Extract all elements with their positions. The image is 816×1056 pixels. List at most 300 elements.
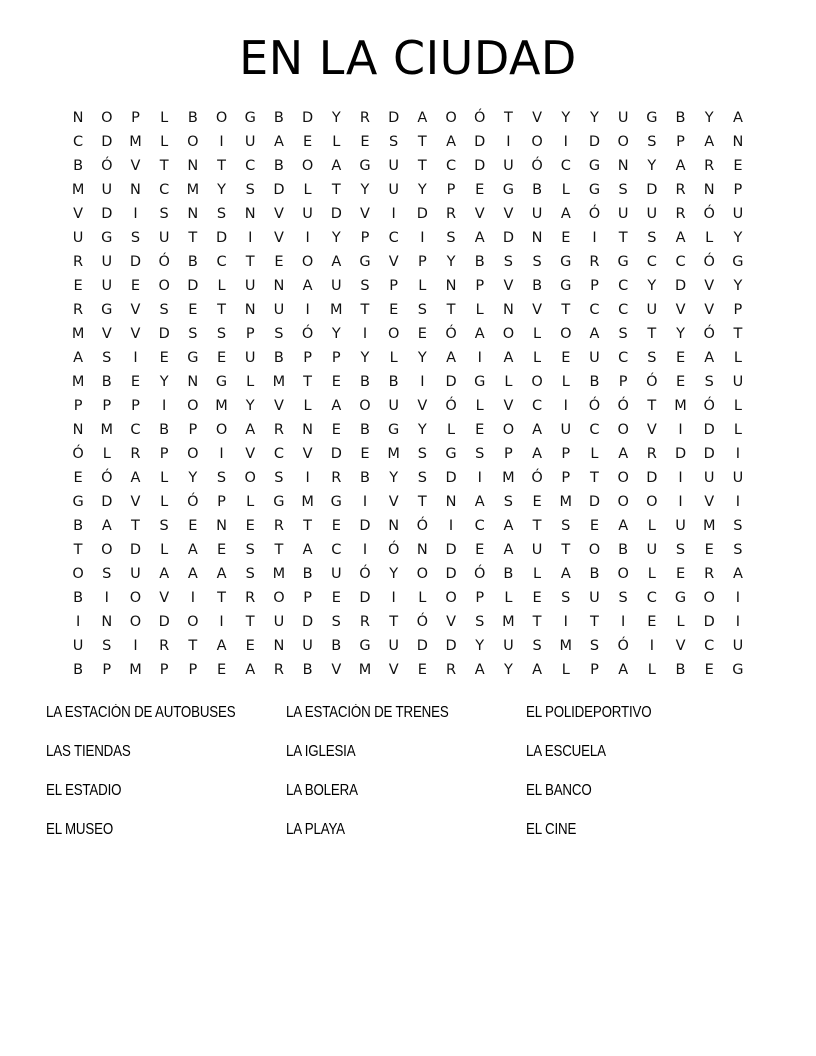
puzzle-cell[interactable]: B (359, 421, 370, 438)
puzzle-cell[interactable]: D (588, 493, 601, 510)
puzzle-cell[interactable]: I (506, 133, 511, 150)
puzzle-cell[interactable]: D (703, 613, 715, 630)
puzzle-cell[interactable]: L (533, 325, 542, 342)
puzzle-cell[interactable]: U (273, 613, 285, 630)
puzzle-cell[interactable]: O (129, 613, 142, 630)
puzzle-cell[interactable]: S (532, 637, 542, 654)
puzzle-cell[interactable]: N (187, 157, 199, 174)
puzzle-cell[interactable]: D (302, 613, 314, 630)
puzzle-cell[interactable]: I (735, 493, 741, 510)
puzzle-cell[interactable]: A (331, 157, 342, 174)
puzzle-cell[interactable]: D (445, 469, 457, 486)
puzzle-cell[interactable]: Y (647, 157, 657, 174)
puzzle-cell[interactable]: G (617, 253, 629, 270)
puzzle-cell[interactable]: V (532, 109, 543, 126)
word-list-item[interactable]: EL ESTADIO (46, 781, 122, 799)
puzzle-cell[interactable]: O (72, 565, 84, 582)
puzzle-cell[interactable]: V (245, 445, 256, 462)
word-list-item[interactable]: EL BANCO (526, 781, 592, 799)
puzzle-cell[interactable]: Ó (359, 565, 371, 582)
puzzle-cell[interactable]: Ó (474, 565, 486, 582)
puzzle-cell[interactable]: C (273, 445, 284, 462)
puzzle-cell[interactable]: B (589, 373, 600, 390)
puzzle-cell[interactable]: D (445, 541, 457, 558)
puzzle-cell[interactable]: S (647, 229, 657, 246)
puzzle-cell[interactable]: I (448, 517, 454, 534)
puzzle-cell[interactable]: N (302, 421, 314, 438)
puzzle-cell[interactable]: E (417, 325, 427, 342)
puzzle-cell[interactable]: I (477, 349, 482, 366)
puzzle-cell[interactable]: S (245, 541, 255, 558)
puzzle-cell[interactable]: L (504, 373, 513, 390)
puzzle-cell[interactable]: V (273, 397, 284, 414)
puzzle-cell[interactable]: B (532, 181, 543, 198)
puzzle-cell[interactable]: L (647, 517, 656, 534)
puzzle-cell[interactable]: P (188, 661, 198, 678)
puzzle-cell[interactable]: U (130, 565, 141, 582)
puzzle-cell[interactable]: Ó (158, 253, 170, 270)
puzzle-cell[interactable]: U (101, 253, 113, 270)
puzzle-cell[interactable]: A (187, 541, 198, 558)
puzzle-cell[interactable]: M (559, 493, 573, 510)
puzzle-cell[interactable]: T (274, 541, 284, 558)
puzzle-cell[interactable]: B (273, 157, 284, 174)
puzzle-cell[interactable]: E (417, 661, 427, 678)
puzzle-cell[interactable]: E (130, 277, 141, 294)
puzzle-cell[interactable]: I (219, 133, 224, 150)
puzzle-cell[interactable]: U (273, 301, 285, 318)
puzzle-cell[interactable]: B (187, 253, 198, 270)
puzzle-cell[interactable]: C (646, 589, 657, 606)
puzzle-cell[interactable]: U (244, 133, 256, 150)
puzzle-cell[interactable]: C (618, 301, 629, 318)
puzzle-cell[interactable]: E (303, 133, 313, 150)
puzzle-cell[interactable]: I (563, 133, 568, 150)
puzzle-cell[interactable]: E (216, 661, 227, 678)
puzzle-cell[interactable]: G (359, 157, 371, 174)
puzzle-cell[interactable]: Y (417, 349, 427, 366)
puzzle-cell[interactable]: Y (446, 253, 456, 270)
puzzle-cell[interactable]: N (130, 181, 141, 198)
puzzle-cell[interactable]: U (388, 397, 399, 414)
puzzle-cell[interactable]: V (704, 493, 715, 510)
puzzle-cell[interactable]: D (588, 133, 601, 150)
puzzle-cell[interactable]: S (245, 181, 255, 198)
puzzle-cell[interactable]: D (101, 133, 113, 150)
puzzle-cell[interactable]: P (331, 349, 341, 366)
puzzle-cell[interactable]: P (733, 301, 743, 318)
puzzle-cell[interactable]: L (504, 589, 513, 606)
puzzle-cell[interactable]: T (389, 613, 399, 630)
puzzle-cell[interactable]: U (330, 565, 342, 582)
puzzle-cell[interactable]: U (101, 277, 113, 294)
puzzle-cell[interactable]: E (675, 373, 686, 390)
puzzle-cell[interactable]: P (73, 397, 83, 414)
puzzle-cell[interactable]: D (101, 493, 113, 510)
puzzle-cell[interactable]: R (73, 301, 84, 318)
puzzle-cell[interactable]: I (735, 589, 741, 606)
puzzle-cell[interactable]: D (388, 109, 400, 126)
puzzle-cell[interactable]: N (101, 613, 113, 630)
puzzle-cell[interactable]: G (588, 181, 601, 198)
puzzle-cell[interactable]: B (359, 373, 370, 390)
puzzle-cell[interactable]: S (647, 133, 657, 150)
puzzle-cell[interactable]: Ó (531, 157, 543, 174)
puzzle-cell[interactable]: R (704, 157, 715, 174)
puzzle-cell[interactable]: G (646, 109, 658, 126)
puzzle-cell[interactable]: Ó (387, 541, 400, 558)
puzzle-cell[interactable]: Ó (703, 205, 715, 222)
puzzle-cell[interactable]: S (188, 325, 198, 342)
puzzle-cell[interactable]: B (388, 373, 399, 390)
puzzle-cell[interactable]: T (618, 229, 628, 246)
puzzle-cell[interactable]: T (532, 613, 542, 630)
puzzle-cell[interactable]: P (131, 397, 140, 414)
puzzle-cell[interactable]: R (445, 661, 457, 678)
puzzle-cell[interactable]: B (589, 565, 600, 582)
puzzle-cell[interactable]: U (646, 541, 658, 558)
puzzle-cell[interactable]: M (674, 397, 687, 414)
puzzle-cell[interactable]: U (646, 301, 658, 318)
puzzle-cell[interactable]: E (245, 637, 255, 654)
puzzle-cell[interactable]: E (130, 373, 141, 390)
puzzle-cell[interactable]: A (474, 325, 485, 342)
puzzle-cell[interactable]: D (158, 613, 170, 630)
puzzle-cell[interactable]: E (274, 253, 284, 270)
puzzle-cell[interactable]: B (273, 109, 284, 126)
puzzle-cell[interactable]: L (160, 541, 169, 558)
puzzle-cell[interactable]: M (71, 325, 85, 342)
puzzle-cell[interactable]: L (160, 133, 169, 150)
puzzle-cell[interactable]: A (704, 133, 715, 150)
puzzle-cell[interactable]: C (245, 157, 256, 174)
puzzle-cell[interactable]: E (704, 541, 714, 558)
puzzle-cell[interactable]: B (532, 277, 543, 294)
puzzle-cell[interactable]: V (130, 301, 141, 318)
puzzle-cell[interactable]: P (102, 661, 112, 678)
puzzle-cell[interactable]: M (502, 613, 515, 630)
puzzle-cell[interactable]: O (703, 589, 715, 606)
puzzle-cell[interactable]: B (187, 109, 198, 126)
puzzle-cell[interactable]: C (704, 637, 715, 654)
puzzle-cell[interactable]: C (216, 253, 227, 270)
word-list-item[interactable]: EL CINE (526, 820, 577, 838)
puzzle-cell[interactable]: D (474, 133, 486, 150)
puzzle-cell[interactable]: U (72, 637, 84, 654)
puzzle-cell[interactable]: D (674, 445, 687, 462)
puzzle-cell[interactable]: O (187, 133, 199, 150)
puzzle-cell[interactable]: A (159, 565, 170, 582)
puzzle-cell[interactable]: L (217, 277, 226, 294)
puzzle-cell[interactable]: U (101, 181, 113, 198)
puzzle-cell[interactable]: S (647, 349, 657, 366)
puzzle-cell[interactable]: V (331, 661, 342, 678)
puzzle-cell[interactable]: V (503, 397, 514, 414)
puzzle-cell[interactable]: A (503, 349, 514, 366)
puzzle-cell[interactable]: I (219, 445, 224, 462)
puzzle-cell[interactable]: G (560, 277, 572, 294)
puzzle-cell[interactable]: S (618, 325, 628, 342)
puzzle-cell[interactable]: T (303, 373, 313, 390)
puzzle-cell[interactable]: A (273, 133, 284, 150)
puzzle-cell[interactable]: T (503, 109, 513, 126)
puzzle-cell[interactable]: E (331, 517, 341, 534)
puzzle-cell[interactable]: P (303, 589, 312, 606)
puzzle-cell[interactable]: M (71, 181, 85, 198)
puzzle-cell[interactable]: U (244, 277, 256, 294)
puzzle-cell[interactable]: G (388, 421, 400, 438)
puzzle-cell[interactable]: U (503, 637, 514, 654)
puzzle-cell[interactable]: I (362, 325, 368, 342)
puzzle-cell[interactable]: S (102, 349, 112, 366)
puzzle-cell[interactable]: A (560, 565, 571, 582)
puzzle-cell[interactable]: E (159, 349, 169, 366)
puzzle-cell[interactable]: U (158, 229, 170, 246)
puzzle-cell[interactable]: C (618, 277, 629, 294)
puzzle-cell[interactable]: Ó (617, 397, 629, 414)
puzzle-cell[interactable]: T (360, 301, 370, 318)
puzzle-cell[interactable]: D (273, 181, 285, 198)
puzzle-cell[interactable]: U (589, 589, 600, 606)
puzzle-cell[interactable]: T (245, 613, 255, 630)
puzzle-cell[interactable]: S (446, 229, 456, 246)
puzzle-cell[interactable]: P (389, 277, 399, 294)
puzzle-cell[interactable]: L (160, 469, 169, 486)
puzzle-cell[interactable]: N (732, 133, 744, 150)
puzzle-cell[interactable]: S (130, 229, 141, 246)
puzzle-cell[interactable]: E (704, 661, 714, 678)
puzzle-cell[interactable]: E (331, 421, 341, 438)
puzzle-grid[interactable] (64, 106, 753, 682)
puzzle-cell[interactable]: Y (733, 277, 743, 294)
puzzle-cell[interactable]: Y (503, 661, 513, 678)
puzzle-cell[interactable]: I (621, 613, 626, 630)
puzzle-cell[interactable]: O (531, 373, 543, 390)
puzzle-cell[interactable]: C (532, 397, 543, 414)
puzzle-cell[interactable]: P (561, 469, 571, 486)
puzzle-cell[interactable]: E (389, 301, 399, 318)
puzzle-cell[interactable]: S (475, 445, 485, 462)
puzzle-cell[interactable]: A (532, 445, 543, 462)
puzzle-cell[interactable]: O (215, 421, 228, 438)
puzzle-cell[interactable]: I (75, 613, 81, 630)
puzzle-cell[interactable]: D (445, 565, 457, 582)
puzzle-cell[interactable]: Ó (703, 397, 715, 414)
puzzle-cell[interactable]: L (418, 277, 427, 294)
puzzle-cell[interactable]: O (101, 109, 113, 126)
puzzle-cell[interactable]: A (503, 541, 514, 558)
puzzle-cell[interactable]: R (445, 205, 457, 222)
puzzle-cell[interactable]: P (131, 109, 140, 126)
puzzle-cell[interactable]: O (502, 325, 515, 342)
puzzle-cell[interactable]: O (646, 493, 658, 510)
puzzle-cell[interactable]: D (416, 637, 428, 654)
puzzle-cell[interactable]: I (735, 613, 741, 630)
puzzle-cell[interactable]: V (360, 205, 370, 222)
puzzle-cell[interactable]: A (474, 229, 485, 246)
puzzle-cell[interactable]: C (388, 229, 399, 246)
puzzle-cell[interactable]: V (273, 205, 284, 222)
puzzle-cell[interactable]: E (360, 445, 370, 462)
puzzle-cell[interactable]: U (531, 205, 543, 222)
puzzle-cell[interactable]: G (359, 253, 371, 270)
puzzle-cell[interactable]: N (388, 517, 400, 534)
puzzle-cell[interactable]: Y (360, 181, 370, 198)
puzzle-cell[interactable]: P (217, 493, 226, 510)
puzzle-cell[interactable]: O (101, 541, 113, 558)
puzzle-cell[interactable]: Y (417, 181, 427, 198)
puzzle-cell[interactable]: U (732, 469, 744, 486)
puzzle-cell[interactable]: I (477, 469, 482, 486)
puzzle-cell[interactable]: V (417, 397, 428, 414)
puzzle-cell[interactable]: D (359, 517, 371, 534)
puzzle-cell[interactable]: A (446, 133, 456, 150)
puzzle-cell[interactable]: U (388, 637, 399, 654)
puzzle-cell[interactable]: N (445, 493, 457, 510)
puzzle-cell[interactable]: B (73, 589, 84, 606)
puzzle-cell[interactable]: I (133, 349, 138, 366)
puzzle-cell[interactable]: I (133, 637, 138, 654)
puzzle-cell[interactable]: O (588, 541, 601, 558)
puzzle-cell[interactable]: T (446, 301, 456, 318)
puzzle-cell[interactable]: U (302, 205, 313, 222)
puzzle-cell[interactable]: A (187, 565, 198, 582)
puzzle-cell[interactable]: S (417, 469, 427, 486)
puzzle-cell[interactable]: A (446, 349, 456, 366)
puzzle-cell[interactable]: C (73, 133, 84, 150)
puzzle-cell[interactable]: N (531, 229, 543, 246)
puzzle-cell[interactable]: I (420, 229, 425, 246)
puzzle-cell[interactable]: M (702, 517, 716, 534)
puzzle-cell[interactable]: R (159, 637, 170, 654)
puzzle-cell[interactable]: P (475, 277, 485, 294)
puzzle-cell[interactable]: G (101, 301, 113, 318)
puzzle-cell[interactable]: G (588, 157, 601, 174)
puzzle-cell[interactable]: M (129, 661, 142, 678)
puzzle-cell[interactable]: P (561, 445, 571, 462)
puzzle-cell[interactable]: B (73, 157, 84, 174)
puzzle-cell[interactable]: L (647, 661, 656, 678)
puzzle-cell[interactable]: V (130, 493, 141, 510)
puzzle-cell[interactable]: U (72, 229, 84, 246)
puzzle-cell[interactable]: N (502, 301, 514, 318)
puzzle-cell[interactable]: N (273, 637, 285, 654)
puzzle-cell[interactable]: P (245, 325, 255, 342)
puzzle-cell[interactable]: N (273, 277, 285, 294)
puzzle-cell[interactable]: E (331, 373, 341, 390)
puzzle-cell[interactable]: S (159, 301, 169, 318)
puzzle-cell[interactable]: T (532, 517, 542, 534)
puzzle-cell[interactable]: Y (704, 109, 714, 126)
puzzle-cell[interactable]: R (675, 181, 686, 198)
puzzle-cell[interactable]: Ó (416, 517, 429, 534)
puzzle-cell[interactable]: U (560, 421, 572, 438)
puzzle-cell[interactable]: O (187, 445, 199, 462)
puzzle-cell[interactable]: T (73, 541, 83, 558)
puzzle-cell[interactable]: T (245, 253, 255, 270)
puzzle-cell[interactable]: E (216, 349, 227, 366)
puzzle-cell[interactable]: P (360, 229, 370, 246)
puzzle-cell[interactable]: U (330, 277, 342, 294)
puzzle-cell[interactable]: L (705, 229, 714, 246)
puzzle-cell[interactable]: G (502, 181, 515, 198)
puzzle-cell[interactable]: S (159, 517, 169, 534)
puzzle-cell[interactable]: Ó (646, 373, 658, 390)
puzzle-cell[interactable]: U (531, 541, 543, 558)
puzzle-cell[interactable]: M (272, 373, 286, 390)
puzzle-cell[interactable]: V (130, 157, 141, 174)
puzzle-cell[interactable]: S (245, 565, 255, 582)
puzzle-cell[interactable]: R (359, 109, 370, 126)
puzzle-cell[interactable]: R (245, 589, 256, 606)
puzzle-cell[interactable]: S (216, 469, 227, 486)
puzzle-cell[interactable]: L (332, 133, 341, 150)
puzzle-cell[interactable]: T (159, 157, 169, 174)
puzzle-cell[interactable]: T (188, 637, 198, 654)
puzzle-cell[interactable]: D (703, 421, 715, 438)
puzzle-cell[interactable]: V (704, 277, 715, 294)
puzzle-cell[interactable]: Ó (416, 613, 429, 630)
puzzle-cell[interactable]: S (561, 589, 571, 606)
puzzle-cell[interactable]: D (416, 205, 428, 222)
puzzle-cell[interactable]: P (188, 421, 198, 438)
puzzle-cell[interactable]: A (474, 661, 485, 678)
puzzle-cell[interactable]: A (302, 541, 313, 558)
puzzle-cell[interactable]: P (417, 253, 427, 270)
puzzle-cell[interactable]: Y (331, 109, 341, 126)
puzzle-cell[interactable]: T (217, 157, 226, 174)
puzzle-cell[interactable]: B (503, 565, 514, 582)
puzzle-cell[interactable]: U (617, 109, 629, 126)
puzzle-cell[interactable]: L (446, 421, 456, 438)
puzzle-cell[interactable]: G (101, 229, 113, 246)
puzzle-cell[interactable]: Y (188, 469, 198, 486)
puzzle-cell[interactable]: A (675, 229, 686, 246)
puzzle-cell[interactable]: G (732, 661, 744, 678)
puzzle-cell[interactable]: O (445, 589, 457, 606)
puzzle-cell[interactable]: N (72, 109, 84, 126)
puzzle-cell[interactable]: V (503, 205, 514, 222)
puzzle-cell[interactable]: O (187, 397, 199, 414)
puzzle-cell[interactable]: A (532, 661, 543, 678)
puzzle-cell[interactable]: A (618, 445, 629, 462)
puzzle-cell[interactable]: B (474, 253, 485, 270)
puzzle-cell[interactable]: Y (647, 277, 657, 294)
puzzle-cell[interactable]: D (359, 589, 371, 606)
puzzle-cell[interactable]: L (475, 397, 484, 414)
puzzle-cell[interactable]: D (101, 205, 113, 222)
puzzle-cell[interactable]: I (678, 469, 683, 486)
puzzle-cell[interactable]: L (160, 493, 169, 510)
puzzle-cell[interactable]: V (73, 205, 84, 222)
word-list-item[interactable]: LAS TIENDAS (46, 742, 131, 760)
puzzle-cell[interactable]: S (675, 541, 686, 558)
puzzle-cell[interactable]: V (388, 253, 399, 270)
puzzle-cell[interactable]: P (618, 373, 628, 390)
puzzle-cell[interactable]: A (331, 397, 342, 414)
puzzle-cell[interactable]: Ó (588, 205, 601, 222)
puzzle-cell[interactable]: O (560, 325, 572, 342)
puzzle-cell[interactable]: L (160, 109, 169, 126)
puzzle-cell[interactable]: C (445, 157, 457, 174)
puzzle-cell[interactable]: Y (245, 397, 255, 414)
puzzle-cell[interactable]: O (301, 157, 314, 174)
puzzle-cell[interactable]: S (216, 205, 227, 222)
puzzle-cell[interactable]: D (703, 445, 715, 462)
puzzle-cell[interactable]: B (159, 421, 170, 438)
puzzle-cell[interactable]: A (216, 637, 227, 654)
puzzle-cell[interactable]: A (474, 493, 485, 510)
